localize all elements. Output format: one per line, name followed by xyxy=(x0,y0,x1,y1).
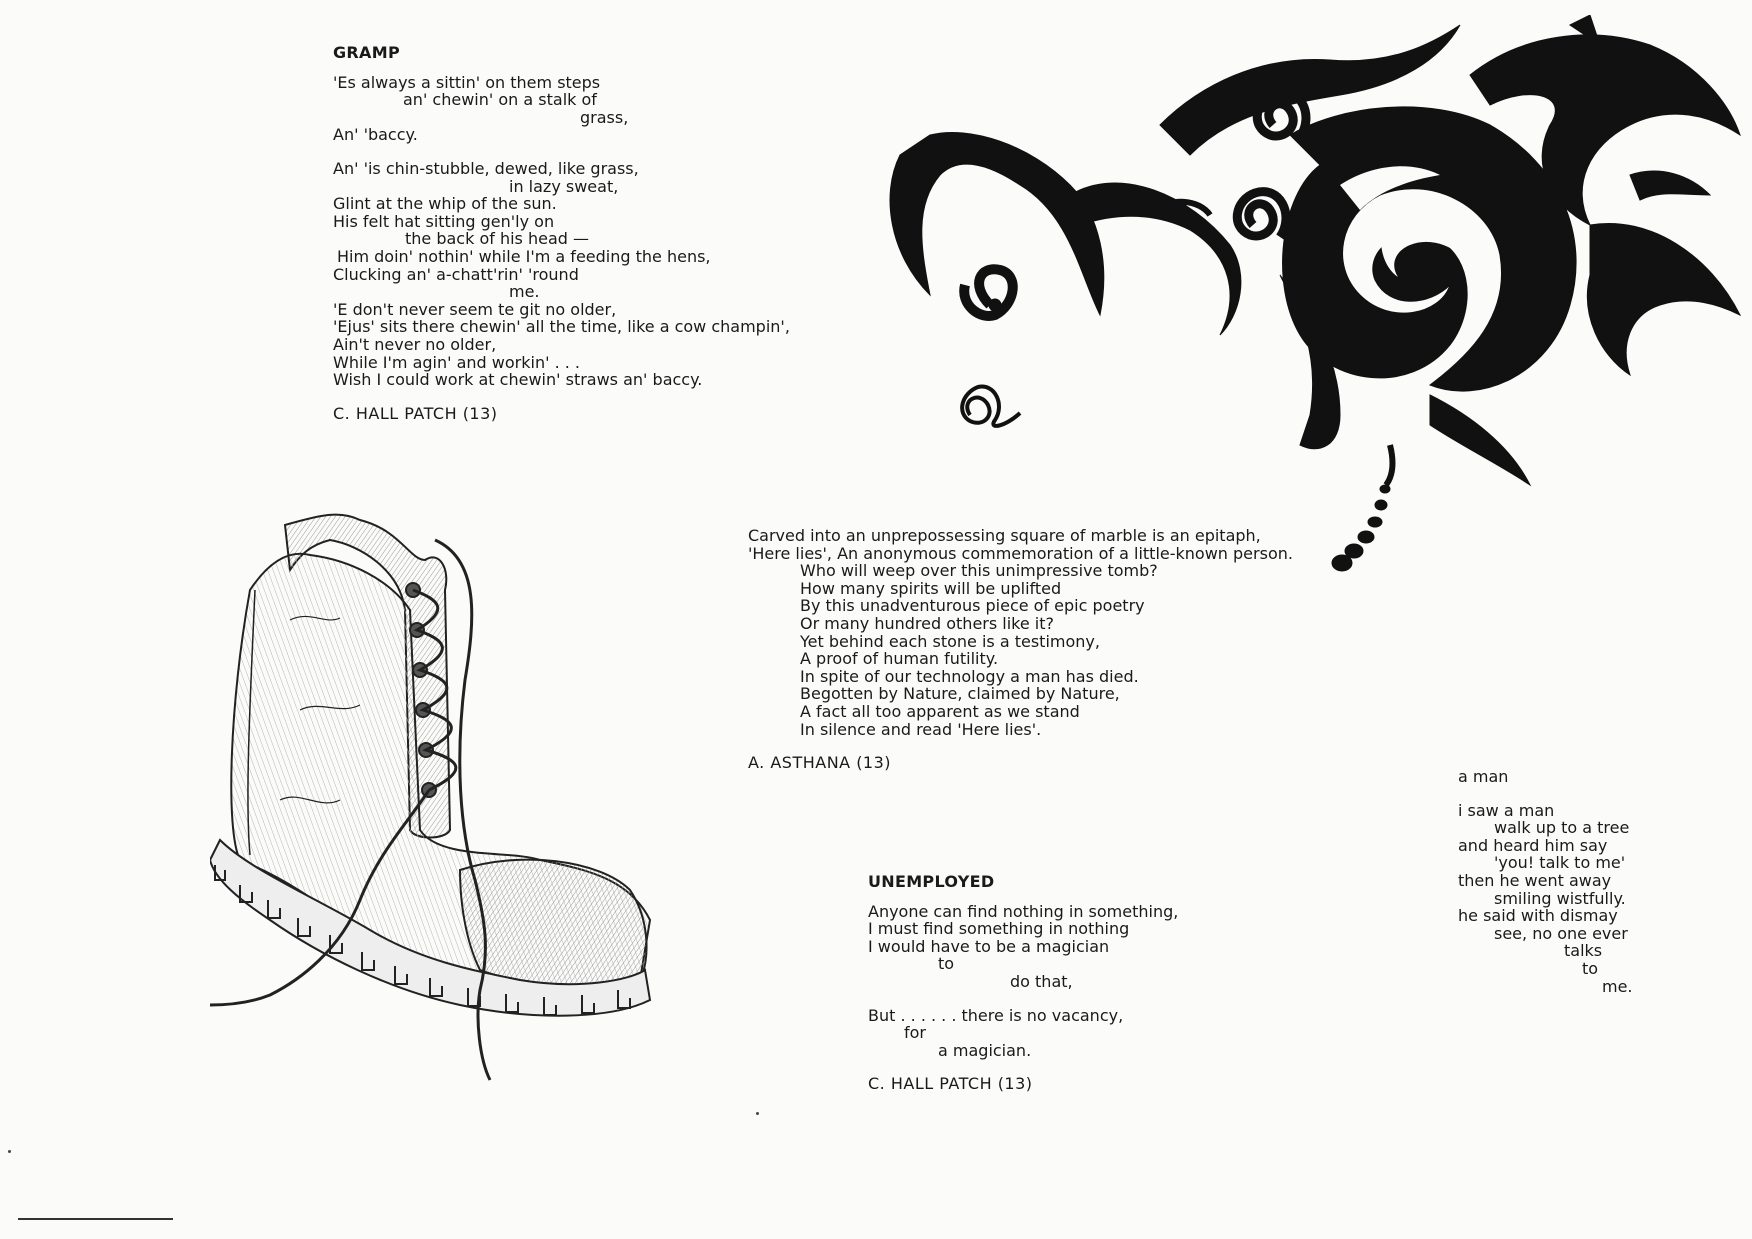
stanza-break xyxy=(1458,786,1633,802)
poem-line: I must find something in nothing xyxy=(868,919,1130,939)
poem-line: In spite of our technology a man has died. xyxy=(800,666,1139,686)
poem-body xyxy=(333,74,790,389)
poem-line: me. xyxy=(509,282,540,302)
poem-line: In silence and read 'Here lies'. xyxy=(800,719,1042,739)
poem-line: 'E don't never seem te git no older, xyxy=(333,299,617,319)
poem-author: C. HALL PATCH (13) xyxy=(333,403,498,423)
poem-line: he said with dismay xyxy=(1458,906,1618,926)
poem-line: walk up to a tree xyxy=(1494,818,1630,838)
poem-title: GRAMP xyxy=(333,43,400,62)
poem-line: By this unadventurous piece of epic poetry xyxy=(800,596,1145,616)
poem-line: I would have to be a magician xyxy=(868,936,1110,956)
ink-speck xyxy=(8,1150,11,1153)
poem-line: see, no one ever xyxy=(1494,923,1628,943)
poem-line: Yet behind each stone is a testimony, xyxy=(800,631,1100,651)
poem-line: 'you! talk to me' xyxy=(1494,853,1626,873)
poem-line: His felt hat sitting gen'ly on xyxy=(333,211,555,231)
poem-line: 'Es always a sittin' on them steps xyxy=(333,72,601,92)
poem-line: to xyxy=(1582,958,1599,978)
poem-line: Who will weep over this unimpressive tomb? xyxy=(800,561,1158,581)
boot-illustration xyxy=(210,500,730,1100)
stanza-break xyxy=(333,144,790,160)
ink-speck xyxy=(756,1112,759,1115)
stanza-break xyxy=(868,991,1178,1007)
poem-unemployed xyxy=(868,873,1178,1093)
poem-line: A fact all too apparent as we stand xyxy=(800,701,1080,721)
poem-line: talks xyxy=(1564,941,1603,961)
poem-a-man xyxy=(1458,768,1633,995)
poem-line: Carved into an unprepossessing square of marble is an epitaph, xyxy=(748,526,1261,545)
poem-line: to xyxy=(938,954,955,974)
poem-line: 'Ejus' sits there chewin' all the time, like a cow champin', xyxy=(333,317,790,337)
poem-author: A. ASTHANA (13) xyxy=(748,753,892,773)
poem-line: grass, xyxy=(580,107,629,127)
poem-line: Glint at the whip of the sun. xyxy=(333,194,557,214)
poem-gramp xyxy=(333,44,790,422)
poem-line: Begotten by Nature, claimed by Nature, xyxy=(800,684,1120,704)
poem-line: Wish I could work at chewin' straws an' baccy. xyxy=(333,370,703,390)
poem-author: C. HALL PATCH (13) xyxy=(868,1074,1033,1094)
poem-line: Anyone can find nothing in something, xyxy=(868,901,1179,921)
poem-line: An' 'baccy. xyxy=(333,125,418,145)
poem-body xyxy=(868,903,1178,1060)
poem-body xyxy=(1458,786,1633,996)
poem-title: UNEMPLOYED xyxy=(868,872,995,891)
poem-line: An' 'is chin-stubble, dewed, like grass, xyxy=(333,158,639,178)
poem-line: How many spirits will be uplifted xyxy=(800,578,1062,598)
poem-line: the back of his head — xyxy=(405,229,589,249)
poem-line: Him doin' nothin' while I'm a feeding the hens, xyxy=(337,246,711,266)
poem-line: a magician. xyxy=(938,1040,1032,1060)
poem-line: do that, xyxy=(1010,971,1073,991)
poem-line: i saw a man xyxy=(1458,800,1555,820)
poem-line: then he went away xyxy=(1458,870,1612,890)
poem-line: Ain't never no older, xyxy=(333,334,497,354)
poem-line: Clucking an' a-chatt'rin' 'round xyxy=(333,264,579,284)
poem-line: and heard him say xyxy=(1458,835,1608,855)
poem-line: an' chewin' on a stalk of xyxy=(403,90,597,110)
poem-line: 'Here lies', An anonymous commemoration of a little-known person. xyxy=(748,543,1293,563)
poem-line: But . . . . . . there is no vacancy, xyxy=(868,1005,1124,1025)
poem-title: a man xyxy=(1458,767,1509,786)
bottom-rule xyxy=(18,1218,173,1220)
poem-line: smiling wistfully. xyxy=(1494,888,1626,908)
poem-line: A proof of human futility. xyxy=(800,649,999,669)
poem-line: Or many hundred others like it? xyxy=(800,613,1055,633)
poem-line: for xyxy=(904,1023,926,1043)
poem-line: While I'm agin' and workin' . . . xyxy=(333,352,581,372)
poem-line: me. xyxy=(1602,976,1633,996)
poem-line: in lazy sweat, xyxy=(509,176,619,196)
swirl-illustration xyxy=(870,15,1750,655)
